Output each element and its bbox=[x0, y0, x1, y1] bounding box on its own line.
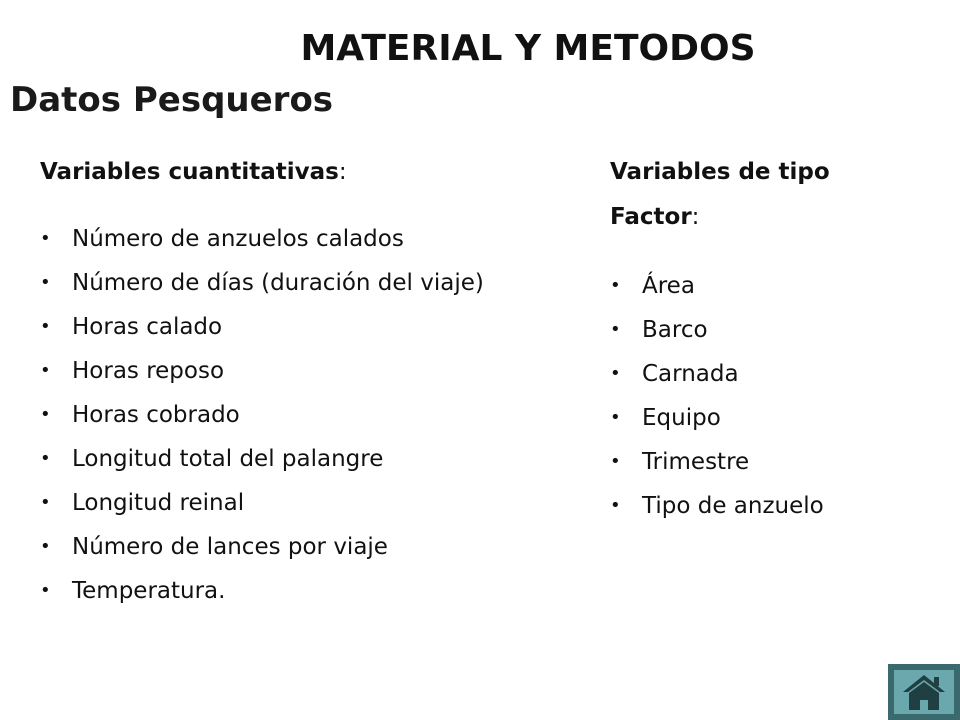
bullet-icon: • bbox=[610, 319, 621, 340]
section-title: Datos Pesqueros bbox=[10, 80, 334, 120]
factor-heading-label: Factor bbox=[610, 204, 692, 230]
quantitative-variables-heading bbox=[40, 150, 560, 195]
bullet-icon: • bbox=[40, 536, 51, 557]
list-item bbox=[40, 349, 560, 393]
list-item bbox=[40, 525, 560, 569]
bullet-icon: • bbox=[610, 363, 621, 384]
bullet-icon: • bbox=[610, 451, 621, 472]
factor-heading-line1: Variables de tipo bbox=[610, 159, 830, 185]
list-item-text: Número de anzuelos calados bbox=[72, 226, 404, 252]
quantitative-heading-colon: : bbox=[338, 159, 347, 185]
factor-heading-colon: : bbox=[691, 204, 700, 230]
list-item-text: Longitud total del palangre bbox=[72, 446, 384, 472]
list-item bbox=[40, 305, 560, 349]
quantitative-variables-list bbox=[40, 217, 560, 613]
bullet-icon: • bbox=[610, 275, 621, 296]
list-item bbox=[40, 437, 560, 481]
list-item-text: Barco bbox=[642, 317, 708, 343]
bullet-icon: • bbox=[40, 228, 51, 249]
list-item bbox=[40, 569, 560, 613]
bullet-icon: • bbox=[40, 272, 51, 293]
list-item bbox=[610, 308, 950, 352]
factor-variables-heading bbox=[610, 150, 950, 240]
list-item-text: Trimestre bbox=[642, 449, 750, 475]
list-item-text: Equipo bbox=[642, 405, 721, 431]
list-item-text: Carnada bbox=[642, 361, 739, 387]
quantitative-heading-label: Variables cuantitativas bbox=[40, 159, 339, 185]
factor-variables-column bbox=[610, 150, 950, 528]
factor-variables-list bbox=[610, 264, 950, 528]
list-item bbox=[610, 264, 950, 308]
bullet-icon: • bbox=[40, 360, 51, 381]
quantitative-variables-column bbox=[40, 150, 560, 613]
list-item bbox=[610, 396, 950, 440]
list-item bbox=[610, 440, 950, 484]
bullet-icon: • bbox=[40, 492, 51, 513]
list-item-text: Horas reposo bbox=[72, 358, 225, 384]
home-button[interactable] bbox=[888, 664, 960, 720]
list-item bbox=[40, 481, 560, 525]
spacer bbox=[40, 195, 560, 217]
bullet-icon: • bbox=[610, 407, 621, 428]
list-item-text: Área bbox=[642, 273, 695, 299]
list-item-text: Número de días (duración del viaje) bbox=[72, 270, 484, 296]
bullet-icon: • bbox=[610, 495, 621, 516]
list-item bbox=[610, 484, 950, 528]
list-item-text: Longitud reinal bbox=[72, 490, 245, 516]
list-item bbox=[40, 393, 560, 437]
list-item-text: Número de lances por viaje bbox=[72, 534, 388, 560]
list-item-text: Horas calado bbox=[72, 314, 223, 340]
bullet-icon: • bbox=[40, 580, 51, 601]
slide-title: MATERIAL Y METODOS bbox=[300, 28, 756, 69]
list-item bbox=[610, 352, 950, 396]
list-item bbox=[40, 217, 560, 261]
list-item-text: Temperatura. bbox=[72, 578, 226, 604]
bullet-icon: • bbox=[40, 316, 51, 337]
list-item bbox=[40, 261, 560, 305]
bullet-icon: • bbox=[40, 404, 51, 425]
home-icon bbox=[888, 664, 960, 720]
list-item-text: Horas cobrado bbox=[72, 402, 240, 428]
spacer bbox=[610, 240, 950, 264]
bullet-icon: • bbox=[40, 448, 51, 469]
list-item-text: Tipo de anzuelo bbox=[642, 493, 824, 519]
